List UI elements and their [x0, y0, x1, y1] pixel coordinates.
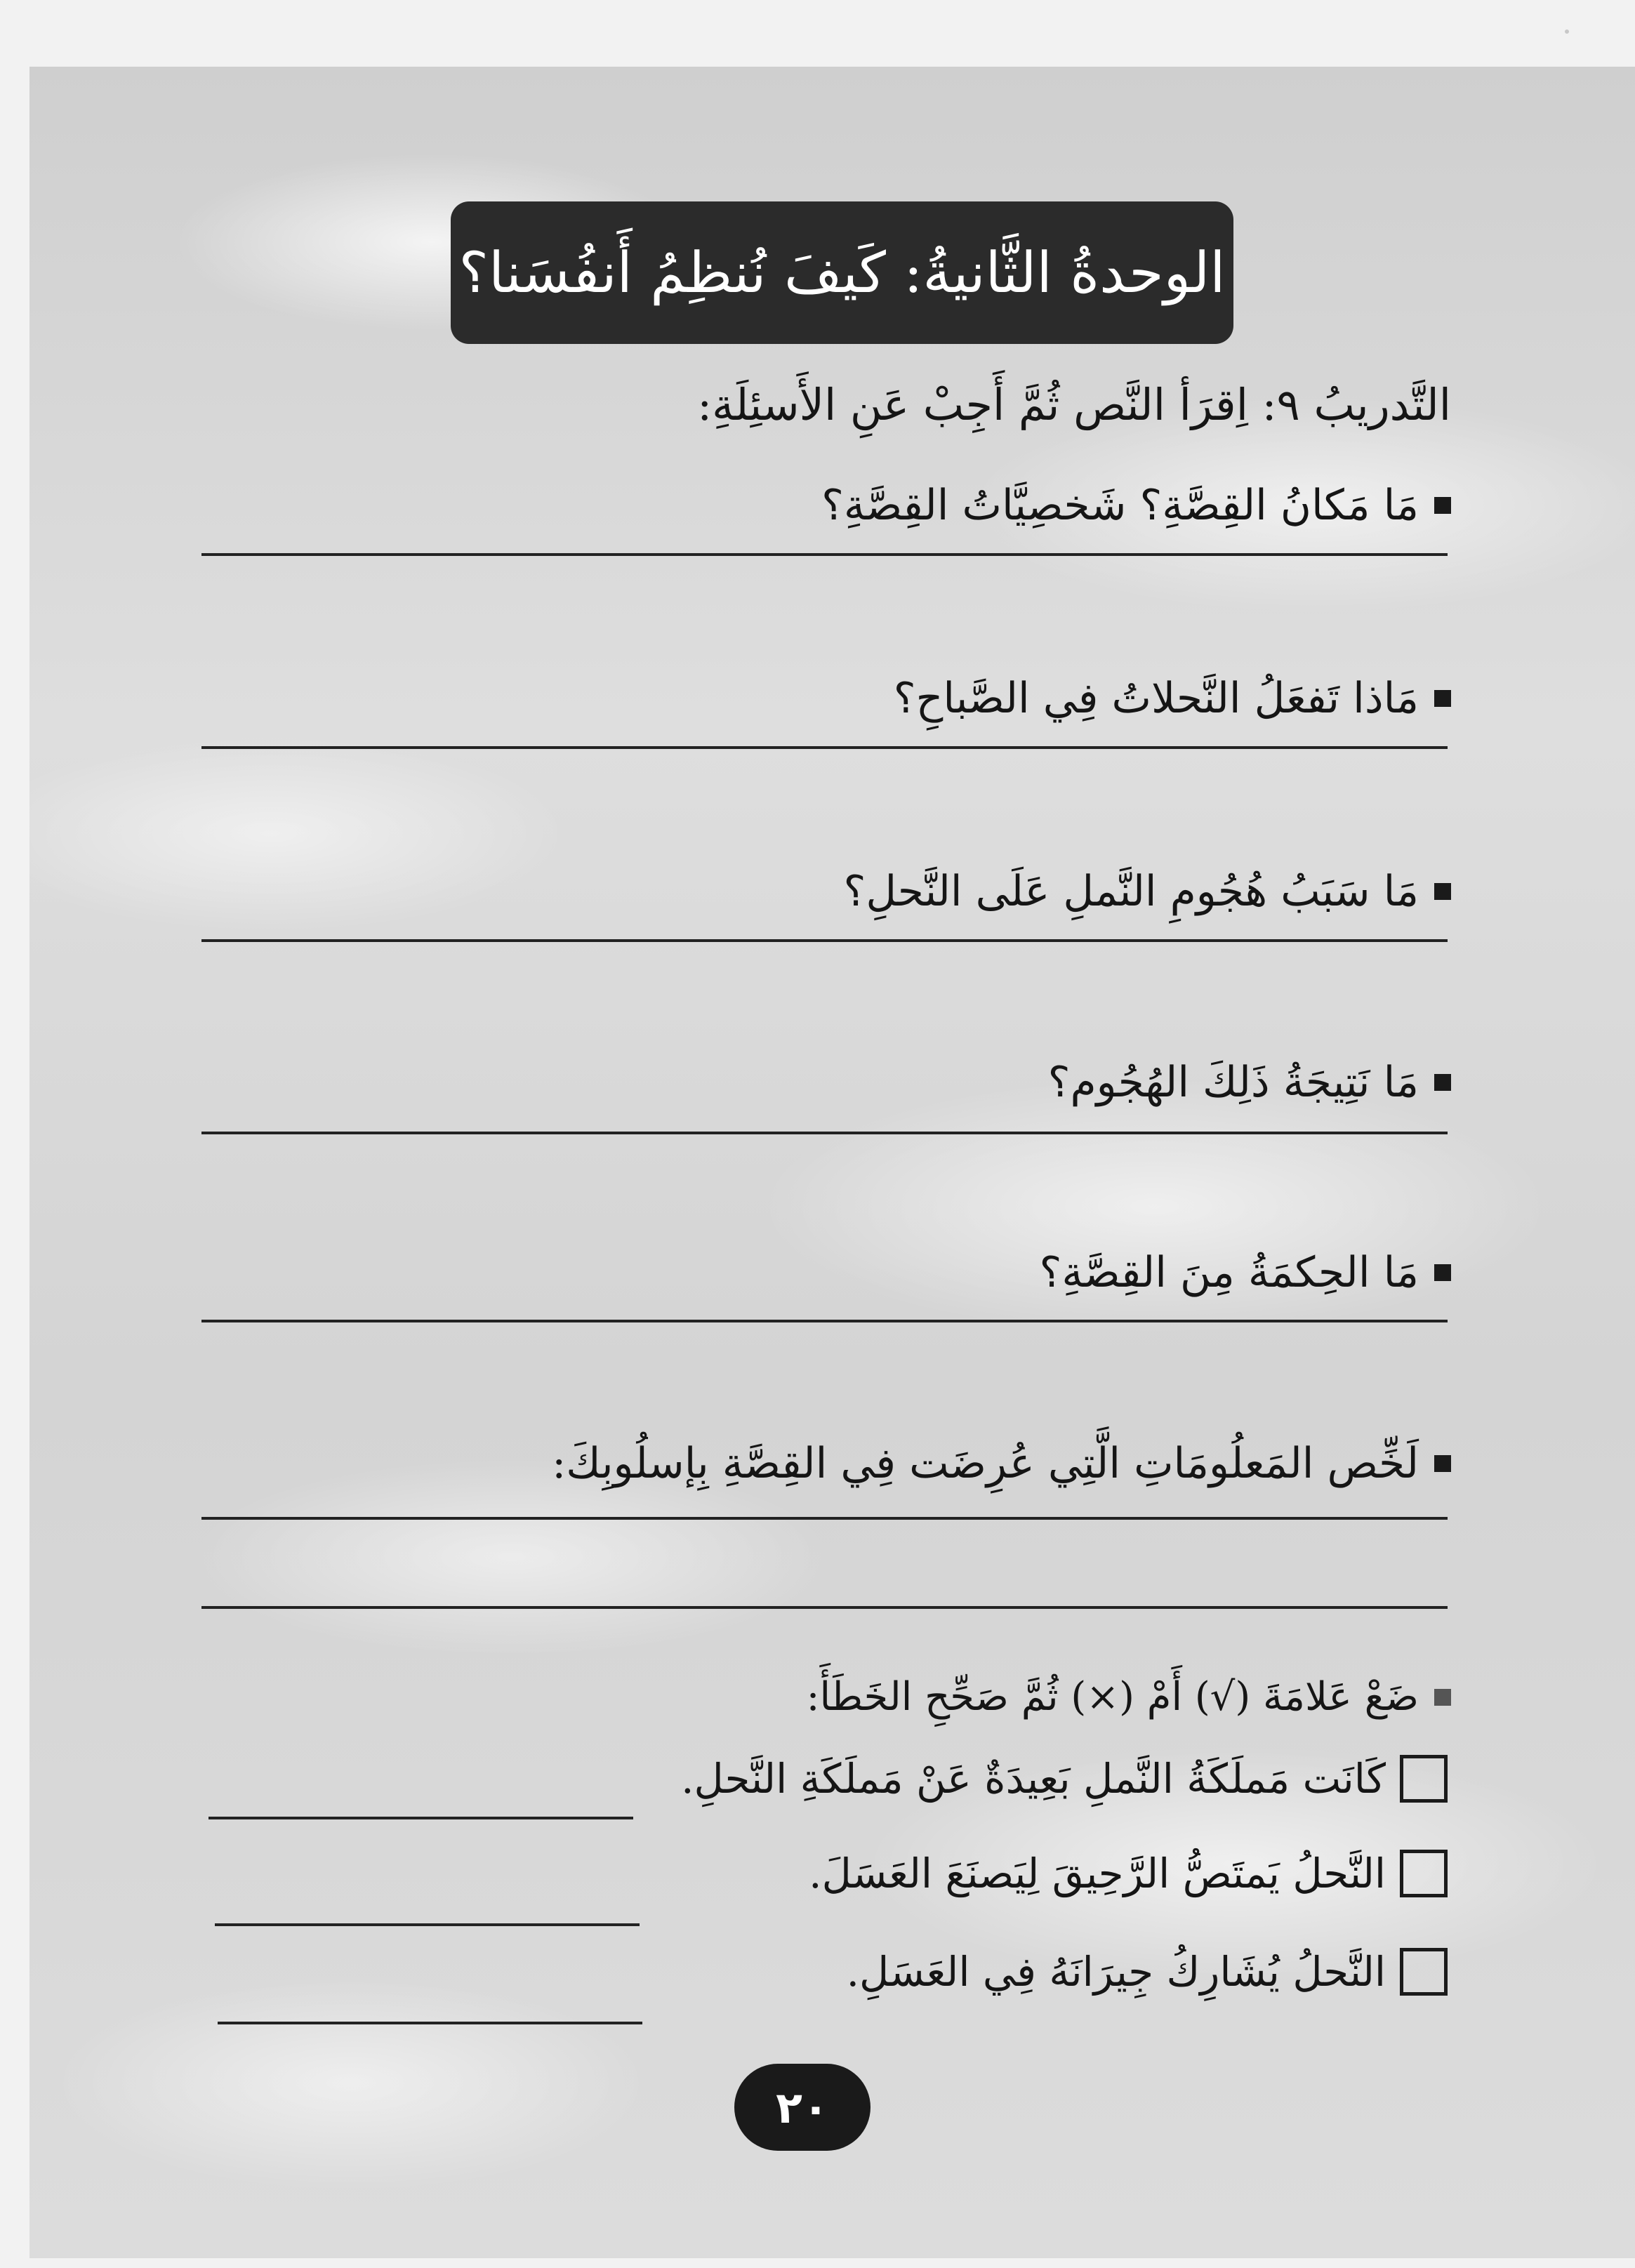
- answer-line-3[interactable]: [201, 939, 1448, 942]
- checkbox[interactable]: [1400, 1948, 1448, 1996]
- statement-row-2: [809, 1850, 1448, 1897]
- worksheet-page: [29, 67, 1635, 2258]
- unit-title: الوحدةُ الثَّانيةُ: كَيفَ نُنظِمُ أَنفُسَنا؟: [458, 240, 1226, 305]
- statement-text: النَّحلُ يَمتَصُّ الرَّحِيقَ لِيَصنَعَ العَسَلَ.: [809, 1850, 1386, 1897]
- square-bullet-icon: [1434, 1455, 1451, 1472]
- question-text: مَا سَبَبُ هُجُومِ النَّملِ عَلَى النَّحلِ؟: [843, 867, 1419, 916]
- question-text: مَا نَتِيجَةُ ذَلِكَ الهُجُوم؟: [1047, 1058, 1419, 1107]
- page-number-badge: [734, 2064, 871, 2151]
- square-bullet-icon: [1434, 1264, 1451, 1281]
- correction-line-2[interactable]: [215, 1923, 640, 1926]
- question-1: [821, 481, 1451, 530]
- answer-line-1[interactable]: [201, 553, 1448, 556]
- question-4: [1048, 1058, 1451, 1107]
- true-false-instruction: ضَعْ عَلامَةَ (√) أَمْ (×) ثُمَّ صَحِّحِ الخَطَأَ:: [806, 1674, 1419, 1720]
- square-bullet-icon: [1434, 1074, 1451, 1091]
- question-text: مَا الحِكمَةُ مِنَ القِصَّةِ؟: [1039, 1248, 1419, 1297]
- checkbox[interactable]: [1400, 1755, 1448, 1803]
- summary-line-2[interactable]: [201, 1606, 1448, 1609]
- square-bullet-icon: [1434, 690, 1451, 707]
- answer-line-5[interactable]: [201, 1320, 1448, 1322]
- checkbox[interactable]: [1400, 1850, 1448, 1897]
- answer-line-4[interactable]: [201, 1132, 1448, 1134]
- correction-line-3[interactable]: [218, 2022, 642, 2024]
- question-5: [1040, 1248, 1451, 1297]
- statement-text: كَانَت مَملَكَةُ النَّملِ بَعِيدَةٌ عَنْ مَملَكَةِ النَّحلِ.: [681, 1755, 1386, 1803]
- square-bullet-icon: [1434, 883, 1451, 900]
- question-6: [552, 1439, 1451, 1488]
- exercise-instruction: التَّدريبُ ٩: اِقرَأ النَّص ثُمَّ أَجِبْ عَنِ الأَسئِلَةِ:: [697, 379, 1451, 430]
- answer-line-2[interactable]: [201, 746, 1448, 749]
- statement-text: النَّحلُ يُشَارِكُ جِيرَانَهُ فِي العَسَلِ.: [846, 1948, 1386, 1996]
- scan-speck: [1565, 29, 1569, 34]
- statement-row-3: [847, 1948, 1448, 1996]
- correction-line-1[interactable]: [208, 1817, 633, 1819]
- square-bullet-icon: [1434, 1689, 1451, 1706]
- question-text: مَاذا تَفعَلُ النَّحلاتُ فِي الصَّباحِ؟: [893, 674, 1419, 723]
- question-2: [894, 674, 1451, 723]
- question-text: لَخِّص المَعلُومَاتِ الَّتِي عُرِضَت فِي القِصَّةِ بِإسلُوبِكَ:: [552, 1439, 1419, 1488]
- statement-row-1: [681, 1755, 1448, 1803]
- summary-line-1[interactable]: [201, 1517, 1448, 1520]
- question-3: [843, 867, 1451, 916]
- page-number: ٢٠: [776, 2081, 829, 2133]
- true-false-instruction-row: [807, 1674, 1451, 1720]
- question-text: مَا مَكانُ القِصَّةِ؟ شَخصِيَّاتُ القِصَّةِ؟: [821, 481, 1419, 530]
- unit-title-banner: [451, 201, 1233, 344]
- square-bullet-icon: [1434, 497, 1451, 514]
